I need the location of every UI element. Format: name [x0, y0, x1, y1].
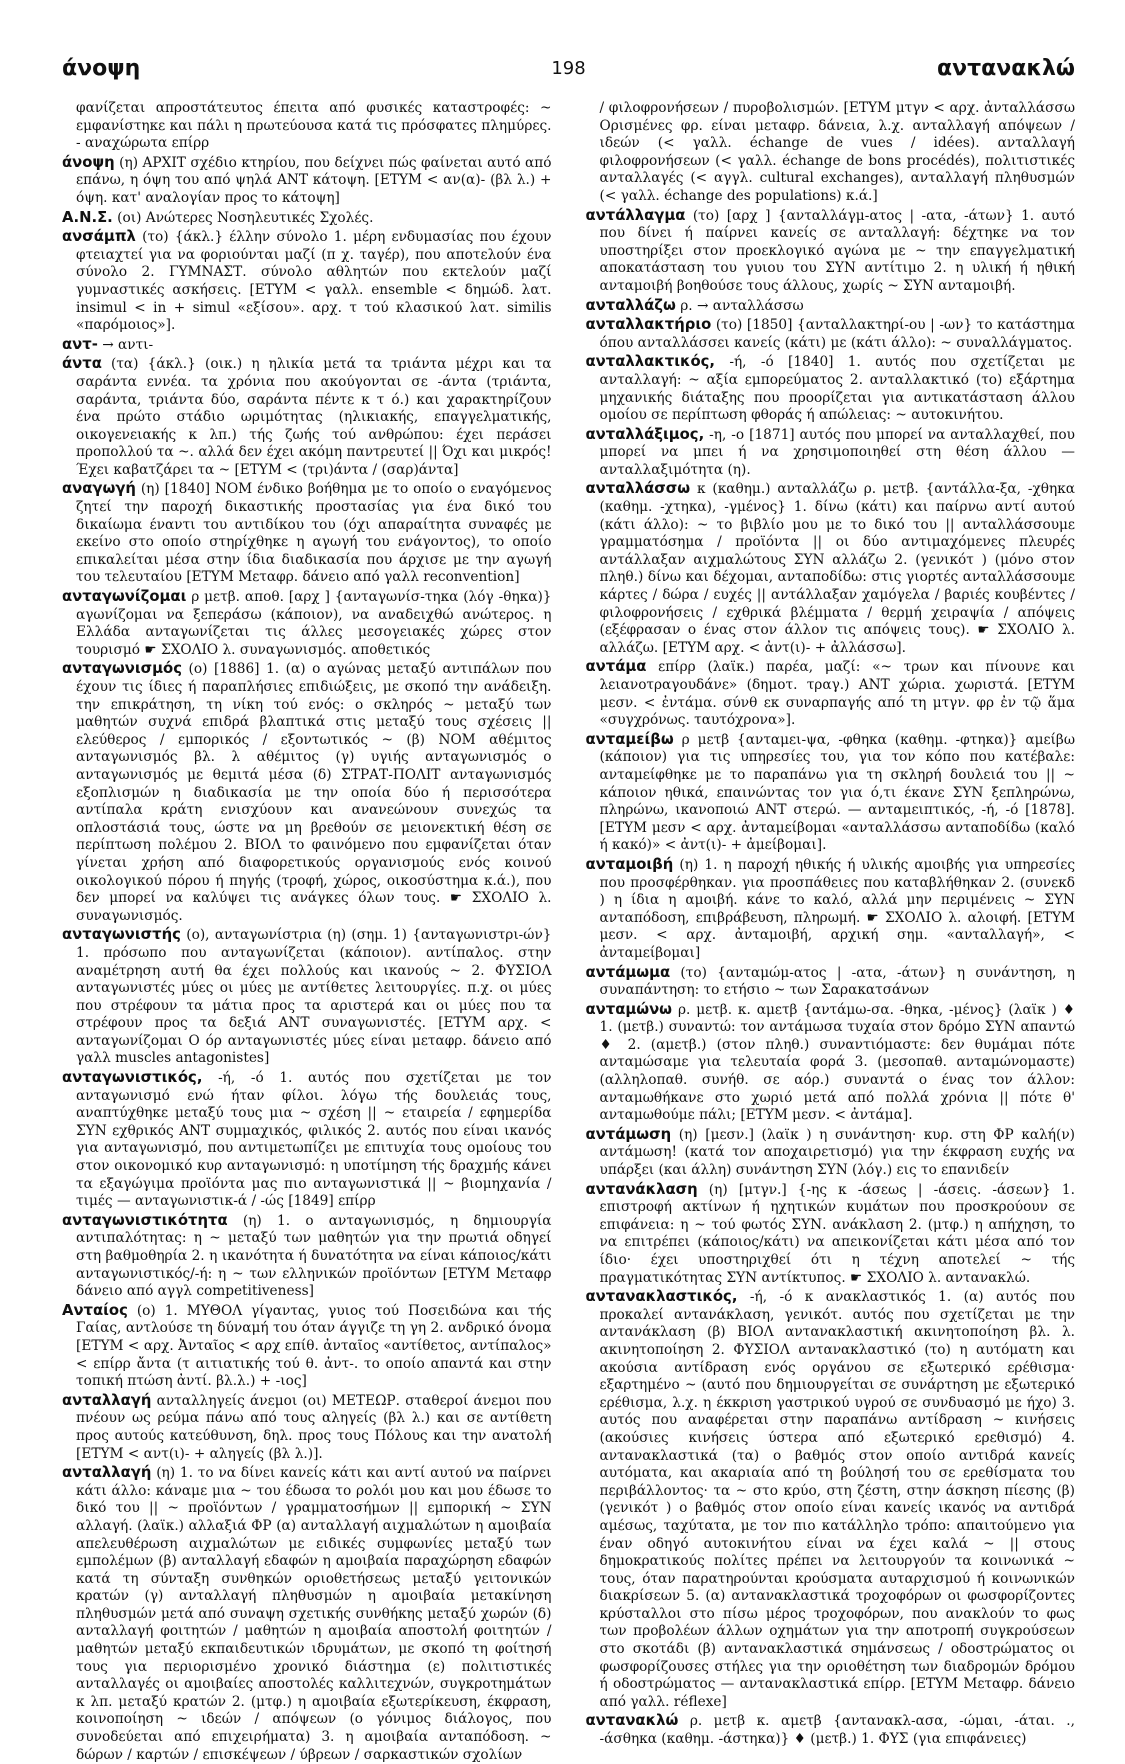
entry-definition: / φιλοφρονήσεων / πυροβολισμών. [ΕΤΥΜ μτγν < αρχ. ἀνταλλάσσω Ορισμένες φρ. είναι μεταφρ. δάνεια, λ.χ. ανταλλαγή απόψεων / ιδεών (< γαλλ. échange de vues / idées). ανταλλαγή φιλοφρονήσεων (< γαλλ. échange de bons procédés), πολιτιστικές ανταλλαγές (< αγγλ. cultural exchanges), ανταλλαγή πληθυσμών (< γαλλ. échange des populations) κ.ά.]	[599, 100, 1075, 204]
entry-headword: ανταλλακτικός,	[585, 353, 716, 371]
header-first-word: άνοψη	[62, 56, 141, 81]
entry-headword: Ανταίος	[62, 1301, 128, 1319]
entry-definition: (ο) 1. ΜΥΘΟΛ γίγαντας, γυιος τού Ποσειδώνα και τής Γαίας, αντλούσε τη δύναμή του όταν άγγιζε τη γη 2. ανδρικό όνομα [ΕΤΥΜ < αρχ. Ἀνταῖος < αρχ επίθ. ἀνταῖος «αντίθετος, αντίπαλος» < επίρρ ἄντα (τ αιτιατικής τού θ. ἀντ-. το οποίο απαντά και στην τοπική πτώση ἀντί. βλ.λ.) + -ιος]	[76, 1302, 552, 1390]
header-last-word: αντανακλώ	[936, 56, 1075, 81]
entry-definition: ρ. μετβ. κ. αμετβ {αντάμω-σα. -θηκα, -μένος} (λαϊκ ) ♦ 1. (μετβ.) συναντώ: τον αντάμωσα τυχαία στον δρόμο ΣΥΝ απαντώ ♦ 2. (αμετβ.) (στον πληθ.) συναντιόμαστε: δεν θυμάμαι πότε ανταμώσαμε για τελευταία φορά 3. (μεσοπαθ. ανταμώνομαστε) (αλληλοπαθ. συνήθ. σε αόρ.) συναντά ο ένας τον άλλον: ανταμωθήκανε στο χωριό μετά από πολλά χρόνια || πότε θ' ανταμωθούμε πάλι; [ΕΤΥΜ μεσν. < ἀντάμα].	[599, 1001, 1075, 1124]
entry-headword: αντανακλαστικός,	[585, 1288, 738, 1306]
entry-definition: (η) 1. ο ανταγωνισμός, η δημιουργία αντιπαλότητας: η ~ μεταξύ των μαθητών για την πρωτιά οδηγεί στη βαθμοθηρία 2. η ικανότητα ή δυνατότητα να είναι κάποιος/κάτι ανταγωνιστικός/-ή: η ~ των ελληνικών προϊόντων [ΕΤΥΜ Μεταφρ δάνειο από αγγλ competitiveness]	[76, 1212, 552, 1300]
right-column	[585, 100, 1076, 1748]
dictionary-entry	[586, 206, 1076, 296]
entry-headword: αντάμωμα	[585, 963, 671, 981]
entry-headword: αντάμα	[585, 658, 647, 676]
entry-headword: αντανάκλαση	[585, 1180, 698, 1198]
entry-definition: (η) ΑΡΧΙΤ σχέδιο κτηρίου, που δείχνει πώς φαίνεται αυτό από επάνω, η όψη του από ψηλά ΑΝΤ κάτοψη. [ΕΤΥΜ < αν(α)- (βλ λ.) + όψη. κατ' αναλογίαν προς το κάτοψη]	[76, 154, 552, 206]
entry-headword: ανταλλάσσω	[585, 480, 691, 498]
dictionary-entry	[586, 1000, 1076, 1125]
entry-definition: -ή, -ό [1840] 1. αυτός που σχετίζεται με ανταλλαγή: ~ αξία εμπορεύματος 2. ανταλλακτικό (το) εξάρτημα μηχανικής διάταξης που προορίζεται για αντικατάσταση άλλου ομοίου σε περίπτωση φθοράς ή απώλειας: ~ αυτοκινήτου.	[599, 354, 1075, 424]
entry-headword: ανταγωνίζομαι	[62, 588, 187, 606]
entry-definition: (η) [μτγν.] {-ης κ -άσεως | -άσεις. -άσεων} 1. επιστροφή ακτίνων ή ηχητικών κυμάτων που προσκρούουν σε επιφάνεια: η ~ τού φωτός ΣΥΝ. ανάκλαση 2. (μτφ.) η απήχηση, το να επιτρέπει (κάποιος/κάτι) να απεικονίζεται κάτι μέσα από τον ίδιο· έχει υποστηριχθεί ότι η τέχνη αποτελεί ~ τής πραγματικότητας ΣΥΝ αντίκτυπος. ☛ ΣΧΟΛΙΟ λ. αντανακλώ.	[599, 1181, 1075, 1286]
entry-definition: (το) [1850] {ανταλλακτηρί-ου | -ων} το κατάστημα όπου ανταλλάσσει κανείς (κάτι) με (κάτι άλλο): ~ συναλλάγματος.	[599, 317, 1075, 351]
dictionary-entry	[586, 1287, 1076, 1711]
entry-definition: κ (καθημ.) ανταλλάζω ρ. μετβ. {αντάλλα-ξα, -χθηκα (καθημ. -χτηκα), -γμένος} 1. δίνω (κάτι) και παίρνω αντί αυτού (κάτι άλλο): ~ το βιβλίο μου με το δικό του || ανταλλάσσουμε γραμματόσημα / προϊόντα || οι δύο αντιμαχόμενες πλευρές αντάλλαξαν αιχμαλώτους ΣΥΝ αλλάζω 2. (γενικότ ) (μόνο στον πληθ.) δίνω και δέχομαι, ανταποδίδω: στις γιορτές ανταλλάσσουμε κάρτες / δώρα / ευχές || αντάλλαξαν χαμόγελα / βαριές κουβέντες / φιλοφρονήσεις / εχθρικά βλέμματα / θερμή χειραψία / απόψεις (εξέφρασαν ο ένας στον άλλον τις απόψεις τους). ☛ ΣΧΟΛΙΟ λ. αλλάζω. [ΕΤΥΜ αρχ. < ἀντ(ι)- + ἀλλάσσω].	[599, 481, 1075, 656]
entry-headword: ανταμώνω	[585, 1000, 673, 1018]
entry-headword: άντα	[62, 355, 102, 373]
entry-headword: αντ-	[62, 335, 98, 353]
dictionary-entry	[586, 315, 1076, 352]
dictionary-entry	[586, 730, 1076, 855]
entry-definition: (το) {άκλ.} έλλην σύνολο 1. μέρη ενδυμασίας που έχουν φτειαχτεί για να φοριούνται μαζί (π χ. ταγέρ), που αποτελούν ένα σύνολο 2. ΓΥΜΝΑΣΤ. σύνολο αθλητών που εκτελούν μαζί γυμναστικές ασκήσεις. [ΕΤΥΜ < γαλλ. ensemble < δημώδ. λατ. insimul < in + simul «εξίσου». αρχ. τ τού κλασικού λατ. similis «παρόμοιος»].	[76, 229, 552, 334]
entry-definition: → αντι-	[102, 336, 154, 353]
dictionary-entry	[62, 100, 552, 153]
dictionary-entry	[62, 1301, 552, 1391]
entry-headword: ανταγωνισμός	[62, 660, 182, 678]
entry-headword: άνοψη	[62, 153, 115, 171]
entry-definition: (η) 1. το να δίνει κανείς κάτι και αντί αυτού να παίρνει κάτι άλλο: κάναμε μια ~ του έδωσα το ρολόι μου και μου έδωσε το δικό του || ~ προϊόντων / γραμματοσήμων || εμπορική ~ ΣΥΝ αλλαγή. (λαϊκ.) αλλαξιά ΦΡ (α) ανταλλαγή αιχμαλώτων η αμοιβαία απελευθέρωση αιχμαλώτων με ειδικές συμφωνίες μεταξύ των εμπολέμων (β) ανταλλαγή εδαφών η αμοιβαία παραχώρηση εδαφών κατά τη σύνταξη συνθηκών οριοθετήσεως μεταξύ γειτονικών κρατών (γ) ανταλλαγή πληθυσμών η αμοιβαία μετακίνηση πληθυσμών μετά από συναψη σχετικής συνθήκης μεταξύ χωρών (δ) ανταλλαγή φοιτητών / μαθητών η αμοιβαία αποστολή φοιτητών / μαθητών μεταξύ εκπαιδευτικών ιδρυμάτων, με σκοπό τη φοίτησή τους για περιορισμένο χρονικό διάστημα (ε) πολιτιστικές ανταλλαγές οι αμοιβαίες αποστολές καλλιτεχνών, συγκροτημάτων κ λπ. μεταξύ κρατών 2. (μτφ.) η αμοιβαία εξωτερίκευση, έκφραση, κοινοποίηση ~ ιδεών / απόψεων (ο γόνιμος διάλογος, που συνοδεύεται από επιχειρήματα) 3. η αμοιβαία ανταπόδοση. ~ δώρων / καρτών / επισκέψεων / ύβρεων / σαρκαστικών σχολίων	[76, 1465, 552, 1763]
entry-definition: (ο), ανταγωνίστρια (η) (σημ. 1) {ανταγωνιστρι-ών} 1. πρόσωπο που ανταγωνίζεται (κάποιον). αντίπαλος. στην αναμέτρηση αυτή θα έχει πολλούς και ικανούς ~ 2. ΦΥΣΙΟΛ ανταγωνιστές μύες οι μύες με αντίθετες λειτουργίες. π.χ. οι μύες που στρέφουν τα μάτια προς τα αριστερά και οι μύες που τα στρέφουν προς τα δεξιά ΑΝΤ συναγωνιστές. [ΕΤΥΜ αρχ. < ανταγωνίζομαι Ο όρ ανταγωνιστές μύες είναι μεταφρ. δάνειο από γαλλ muscles antagonistes]	[76, 927, 552, 1067]
entry-headword: Α.Ν.Σ.	[62, 208, 113, 226]
dictionary-entry	[62, 587, 552, 659]
entry-definition: (το) {ανταμώμ-ατος | -ατα, -άτων} η συνάντηση, η συναπάντηση: το ετήσιο ~ των Σαρακατσάνων	[599, 964, 1075, 999]
entry-definition: (η) 1. η παροχή ηθικής ή υλικής αμοιβής για υπηρεσίες που προσφέρθηκαν. για προσπάθειες που καταβλήθηκαν 2. (συνεκδ ) η ίδια η αμοιβή. κάνε το καλό, αλλά μην περιμένεις ~ ΣΥΝ ανταπόδοση, επιβράβευση, πληρωμή. ☛ ΣΧΟΛΙΟ λ. αλοιφή. [ΕΤΥΜ μεσν. < αρχ. ἀνταμοιβή, αρχική σημ. «ανταλλαγή», < ἀνταμείβομαι]	[599, 856, 1075, 961]
entry-headword: ανταλλάζω	[585, 296, 676, 314]
columns	[62, 100, 1075, 1763]
dictionary-entry	[586, 479, 1076, 657]
entry-headword: ανταγωνιστικότητα	[62, 1211, 228, 1229]
entry-headword: αναγωγή	[62, 480, 136, 498]
entry-definition: φανίζεται απροστάτευτος έπειτα από φυσικές καταστροφές: ~ εμφανίστηκε και πάλι η πρωτεύουσα κατά τις πρόσφατες πλημύρες. - αναχώρωτα επίρρ	[76, 100, 552, 152]
dictionary-entry	[62, 227, 552, 335]
entry-definition: επίρρ (λαϊκ.) παρέα, μαζί: «~ τρων και πίνουνε και λειανοτραγουδάνε» (δημοτ. τραγ.) ΑΝΤ χώρια. χωριστά. [ΕΤΥΜ μεσν. < ἐντάμα. σύνθ εκ συναρπαγής από τη μτγν. φρ ἐν τῷ ἅμα «συγχρόνως. ταυτόχρονα»].	[599, 659, 1075, 729]
entry-definition: (η) [μεσν.] (λαϊκ ) η συνάντηση· κυρ. στη ΦΡ καλή(ν) αντάμωση! (κατά τον αποχαιρετισμό) για την έκφραση ευχής να υπάρξει (και άλλη) συνάντηση ΣΥΝ (λόγ.) εις το επανιδείν	[599, 1126, 1075, 1179]
entry-headword: ανταγωνιστής	[62, 926, 181, 944]
dictionary-entry	[62, 659, 552, 925]
entry-headword: ανταμείβω	[585, 730, 674, 748]
entry-definition: (ο) [1886] 1. (α) ο αγώνας μεταξύ αντιπάλων που έχουν τις ίδιες ή παραπλήσιες επιδιώξεις, με σκοπό την ανάδειξη. την επικράτηση, τη νίκη τού ενός: ο σκληρός ~ μεταξύ των μαθητών συχνά επιδρά βλαπτικά στις μεταξύ τους σχέσεις || ελεύθερος / εμπορικός / εξοντωτικός ~ (β) ΝΟΜ αθέμιτος ανταγωνισμός βλ. λ αθέμιτος (γ) υγιής ανταγωνισμός ο ανταγωνισμός με θεμιτά μέσα (δ) ΣΤΡΑΤ-ΠΟΛΙΤ ανταγωνισμός εξοπλισμών η διαδικασία με την οποία δύο ή περισσότερα αντίπαλα κράτη ενισχύουν και ανανεώνουν συνεχώς τα οπλοστάσιά τους, ώστε να μη βρεθούν σε μειονεκτική θέση σε περίπτωση πολέμου 2. ΒΙΟΛ το φαινόμενο που εμφανίζεται όταν γίνεται χρήση από διαφορετικούς οργανισμούς ενός κοινού οικολογικού πόρου ή πηγής (τροφή, χώρος, οικοσύστημα κ.ά.), που δεν μπορεί να καλύψει τις ανάγκες όλων τους. ☛ ΣΧΟΛΙΟ λ. συναγωνισμός.	[76, 661, 552, 924]
entry-headword: ανταλλαγή	[62, 1391, 152, 1409]
left-column	[62, 100, 552, 1763]
entry-headword: ανταμοιβή	[585, 855, 674, 873]
dictionary-entry	[62, 1211, 552, 1301]
page-number: 198	[551, 58, 586, 79]
entry-headword: αντανακλώ	[585, 1712, 679, 1730]
dictionary-entry	[586, 296, 1076, 316]
dictionary-entry	[586, 100, 1076, 206]
entry-headword: ανταγωνιστικός,	[62, 1069, 203, 1087]
entry-definition: (οι) Ανώτερες Νοσηλευτικές Σχολές.	[117, 209, 374, 226]
entry-definition: (η) [1840] ΝΟΜ ένδικο βοήθημα με το οποίο ο εναγόμενος ζητεί την παροχή δικαστικής προστασίας για ένα δικό του δικαίωμα έναντι του αντιδίκου του (όχι απαραίτητα συναφές με εκείνο στο οποίο στηρίχθηκε η αγωγή του ενάγοντος), το οποίο επικαλείται μέσα στην ίδια διαδικασία που άρχισε με την αγωγή του τελευταίου [ΕΤΥΜ Μεταφρ. δάνειο από γαλλ reconvention]	[76, 481, 552, 586]
dictionary-entry	[586, 1180, 1076, 1288]
dictionary-entry	[586, 855, 1076, 963]
entry-definition: -ή, -ό 1. αυτός που σχετίζεται με τον ανταγωνισμό ενώ ήταν φίλοι. λόγω τής δουλειάς τους, αναπτύχθηκε μεταξύ τους μια ~ σχέση || ~ εταιρεία / εφημερίδα ΣΥΝ εχθρικός ΑΝΤ συμμαχικός, φιλικός 2. αυτός που είναι ικανός για ανταγωνισμό, που αντιμετωπίζει με επιτυχία τους ομοίους του στον οικονομικό κυρ ανταγωνισμό: η υποτίμηση τής δραχμής κάνει τα εξαγώγιμα προϊόντα μας πιο ανταγωνιστικά || ~ βιομηχανία / τιμές — ανταγωνιστικ-ά / -ώς [1849] επίρρ	[76, 1070, 552, 1210]
dictionary-entry	[586, 657, 1076, 729]
entry-headword: ανταλλαγή	[62, 1464, 152, 1482]
dictionary-entry	[62, 208, 552, 228]
entry-headword: ανταλλάξιμος,	[585, 425, 705, 443]
entry-headword: ανσάμπλ	[62, 228, 136, 246]
entry-definition: ρ. → ανταλλάσσω	[680, 297, 804, 314]
dictionary-entry	[586, 1125, 1076, 1180]
entry-definition: (τα) {άκλ.} (οικ.) η ηλικία μετά τα τριάντα μέχρι και τα σαράντα εννέα. τα χρόνια που ακούγονται σε -άντα (τριάντα, σαράντα, τριάντα δύο, σαράντα πέντε κ τ ό.) και χαρακτηρίζουν ένα πρώτο στάδιο ωριμότητας (ηλικιακής, επαγγελματικής, οικογενειακής κ λπ.) τής ζωής τού ανθρώπου: έχει περάσει προπολλού τα ~. αλλά δεν έχει ακόμη παντρευτεί || Όχι και μικρός! Έχει καβατζάρει τα ~ [ΕΤΥΜ < (τρι)άντα / (σαρ)άντα]	[76, 356, 552, 478]
entry-definition: ρ μετβ. αποθ. [αρχ ] {ανταγωνίσ-τηκα (λόγ -θηκα)} αγωνίζομαι να ξεπεράσω (κάποιον), να αναδειχθώ ανώτερος. η Ελλάδα ανταγωνίζεται τις άλλες μεσογειακές χώρες στον τουρισμό ☛ ΣΧΟΛΙΟ λ. συναγωνισμός. αποθετικός	[76, 589, 552, 658]
dictionary-entry	[62, 1068, 552, 1211]
dictionary-entry	[586, 963, 1076, 1000]
dictionary-entry	[62, 1463, 552, 1764]
entry-definition: -ή, -ό κ ανακλαστικός 1. (α) αυτός που προκαλεί αντανάκλαση, γενικότ. αυτός που σχετίζεται με την αντανάκλαση (β) ΒΙΟΛ αντανακλαστική ακινητοποίηση βλ. λ. ακινητοποίηση 2. ΦΥΣΙΟΛ αντανακλαστικό (το) η αυτόματη και ακούσια αντίδραση ενός οργάνου σε εξωτερικό ερέθισμα· εξαρτημένο ~ (αυτό που δημιουργείται σε συνάρτηση με εξωτερικό ερέθισμα, λ.χ. η έκκριση γαστρικού υγρού σε συνδυασμό με ήχο) 3. αυτός που αναφέρεται στην παραπάνω αντίδραση ~ κινήσεις (ακούσιες κινήσεις ύστερα από εξωτερικό ερεθισμό) 4. αντανακλαστικά (τα) ο βαθμός στον οποίο αντιδρά κανείς αυτόματα, και ακαριαία από τη βούλησή του σε ερεθίσματα του περιβάλλοντος· τα ~ στο κρύο, στη ζέστη, στην άσκηση πίεσης (β) (γενικότ ) ο βαθμός στον οποίο είναι κανείς ικανός να αντιδρά αμέσως, ταχύτατα, με τον πιο κατάλληλο τρόπο: απαιτούμενο για έναν οδηγό αυτοκινήτου είναι να έχει καλά ~ || στους δημοκρατικούς πολίτες πρέπει να λειτουργούν τα κοινωνικά ~ τους, όταν παρατηρούνται κρούσματα αυταρχισμού ή κοινωνικών διακρίσεων 5. (α) αντανακλαστικά τροχοφόρων οι φωσφορίζοντες κρύσταλλοι στο πίσω μέρος τροχοφόρων, που ανακλούν το φως των προβολέων άλλων οχημάτων για την αποτροπή συγκρούσεων στο σκοτάδι (β) αντανακλαστικά σημάνσεως / οδοστρώματος οι φωσφορίζουσες στήλες για την οριοθέτηση των διαδρομών δρόμου ή οδοστρώματος — αντανακλαστικά επίρρ. [ΕΤΥΜ Μεταφρ. δάνειο από γαλλ. réflexe]	[599, 1289, 1075, 1710]
dictionary-entry	[586, 1711, 1076, 1748]
entry-headword: αντάμωση	[585, 1125, 672, 1143]
dictionary-entry	[62, 479, 552, 587]
entry-definition: ανταλληγείς άνεμοι (οι) ΜΕΤΕΩΡ. σταθεροί άνεμοι που πνέουν ως ρεύμα πάνω από τους αληγείς (βλ λ.) και σε αντίθετη προς αυτούς κατεύθυνση, δηλ. προς τους Πόλους και την ανατολή [ΕΤΥΜ < αντ(ι)- + αληγείς (βλ λ.)].	[76, 1392, 552, 1462]
dictionary-entry	[586, 352, 1076, 424]
entry-definition: (το) [αρχ ] {ανταλλάγμ-ατος | -ατα, -άτων} 1. αυτό που δίνει ή παίρνει κανείς σε ανταλλαγή: δέχτηκε να τον υποστηρίξει στον προεκλογικό αγώνα με ~ την επαγγελματική αποκατάσταση του γυιου του ΣΥΝ αντίτιμο 2. η υλική ή ηθική ανταμοιβή βοηθούσε τους άλλους, χωρίς ~ ΣΥΝ ανταμοιβή.	[599, 207, 1075, 294]
entry-definition: -η, -ο [1871] αυτός που μπορεί να ανταλλαχθεί, που μπορεί να μπει ή να χρησιμοποιηθεί στη θέση άλλου — ανταλλαξιμότητα (η).	[599, 426, 1075, 478]
dictionary-entry	[62, 1391, 552, 1463]
dictionary-entry	[62, 335, 552, 355]
dictionary-entry	[62, 354, 552, 479]
entry-headword: αντάλλαγμα	[585, 206, 686, 224]
running-head	[62, 56, 1075, 84]
dictionary-entry	[62, 153, 552, 208]
entry-definition: ρ μετβ {ανταμει-ψα, -φθηκα (καθημ. -φτηκα)} αμείβω (κάποιον) για τις υπηρεσίες του, για τον κόπο που κατέβαλε: ανταμείφθηκε με το παραπάνω για τη σκληρή δουλειά του || ~ κάποιον ηθικά, επαινώντας τον για ό,τι έκανε ΣΥΝ ξεπληρώνω, πληρώνω, ικανοποιώ ΑΝΤ στερώ. — ανταμειπτικός, -ή, -ό [1878]. [ΕΤΥΜ μεσν < αρχ. ἀνταμείβομαι «ανταλλάσσω ανταποδίδω (καλό ή κακό)» < ἀντ(ι)- + ἀμείβομαι].	[599, 731, 1075, 854]
dictionary-entry	[62, 925, 552, 1068]
entry-definition: ρ. μετβ κ. αμετβ {αντανακλ-ασα, -ώμαι, -άται. ., -άσθηκα (καθημ. -άστηκα)} ♦ (μετβ.) 1. ΦΥΣ (για επιφάνειες)	[599, 1713, 1075, 1748]
dictionary-entry	[586, 425, 1076, 480]
entry-headword: ανταλλακτήριο	[585, 316, 712, 334]
